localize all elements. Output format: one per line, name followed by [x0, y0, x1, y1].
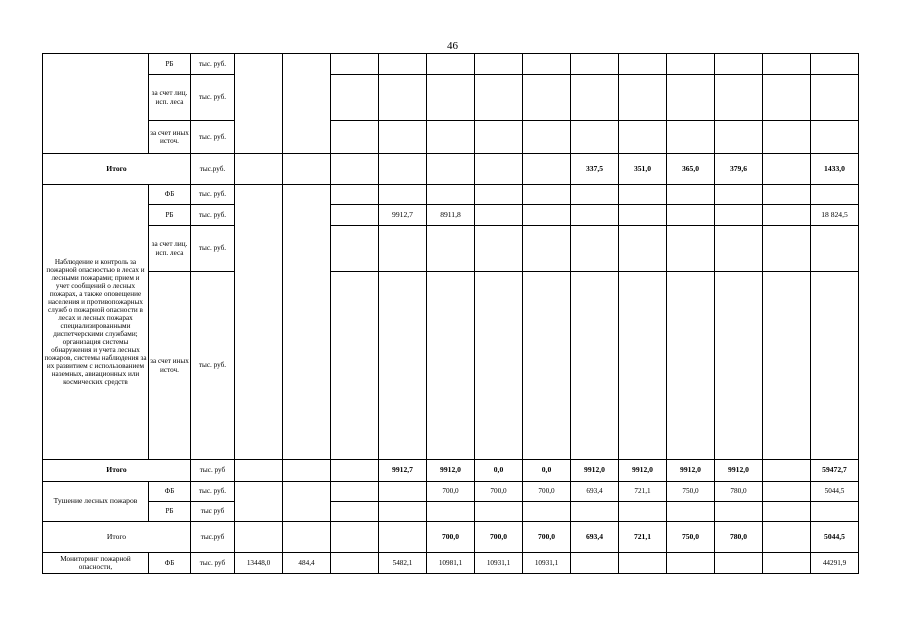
- source-cell: ФБ: [149, 185, 191, 205]
- unit-cell: тыс. руб.: [191, 121, 235, 154]
- unit-cell: тыс. руб.: [191, 185, 235, 205]
- program-name-cell: Тушение лесных пожаров: [43, 482, 149, 522]
- source-cell: РБ: [149, 205, 191, 226]
- table-row: [43, 502, 859, 522]
- unit-cell: тыс. руб: [191, 553, 235, 574]
- budget-table: [42, 53, 859, 574]
- table-row: [43, 121, 859, 154]
- table-row: [43, 185, 859, 205]
- source-cell: РБ: [149, 502, 191, 522]
- source-cell: ФБ: [149, 553, 191, 574]
- source-cell: ФБ: [149, 482, 191, 502]
- page-number: 46: [447, 40, 458, 52]
- unit-cell: тыс. руб.: [191, 226, 235, 272]
- unit-cell: тыс.руб.: [191, 154, 235, 185]
- source-cell: за счет иных источ.: [149, 272, 191, 460]
- table-row: [43, 75, 859, 121]
- unit-cell: тыс. руб.: [191, 54, 235, 75]
- program-name-cell: Мониторинг пожарной опасности,: [43, 553, 149, 574]
- unit-cell: тыс. руб.: [191, 482, 235, 502]
- total-row: Итого тыс.руб 700,0 700,0 700,0 693,4 721,1 750,0 780,0 5044,5: [43, 522, 859, 553]
- table-row: Тушение лесных пожаров ФБ тыс. руб. 700,0 700,0 700,0 693,4 721,1 750,0 780,0 5044,5: [43, 482, 859, 502]
- unit-cell: тыс. руб.: [191, 75, 235, 121]
- unit-cell: тыс. руб.: [191, 272, 235, 460]
- program-name-cell: [43, 54, 149, 154]
- table-row: [43, 54, 859, 75]
- total-label: Итого: [43, 154, 191, 185]
- unit-cell: тыс. руб.: [191, 205, 235, 226]
- total-row: Итого тыс. руб 9912,7 9912,0 0,0 0,0 9912,0 9912,0 9912,0 9912,0 59472,7: [43, 460, 859, 482]
- table-row: [43, 226, 859, 272]
- source-cell: за счет лиц. исп. леса: [149, 226, 191, 272]
- table-row: [43, 272, 859, 460]
- source-cell: за счет иных источ.: [149, 121, 191, 154]
- unit-cell: тыс руб: [191, 502, 235, 522]
- source-cell: РБ: [149, 54, 191, 75]
- total-label: Итого: [43, 460, 191, 482]
- table-row: Мониторинг пожарной опасности, ФБ тыс. руб 13448,0 484,4 5482,1 10981,1 10931,1 10931,1 44291,9: [43, 553, 859, 574]
- unit-cell: тыс.руб: [191, 522, 235, 553]
- total-row: Итого тыс.руб. 337,5 351,0 365,0 379,6 1433,0: [43, 154, 859, 185]
- source-cell: за счет лиц. исп. леса: [149, 75, 191, 121]
- total-label: Итого: [43, 522, 191, 553]
- table-row: РБ тыс. руб. 9912,7 8911,8 18 824,5: [43, 205, 859, 226]
- unit-cell: тыс. руб: [191, 460, 235, 482]
- program-name-cell: Наблюдение и контроль за пожарной опасностью в лесах и лесными пожарами; прием и учет сообщений о лесных пожарах, а также оповещение населения и противопожарных служб о пожарной опасности в лесах и лесных пожарах специализированными диспетчерскими службами; организация системы обнаружения и учета лесных пожаров, системы наблюдения за их развитием с использованием наземных, авиационных или космических средств: [43, 185, 149, 460]
